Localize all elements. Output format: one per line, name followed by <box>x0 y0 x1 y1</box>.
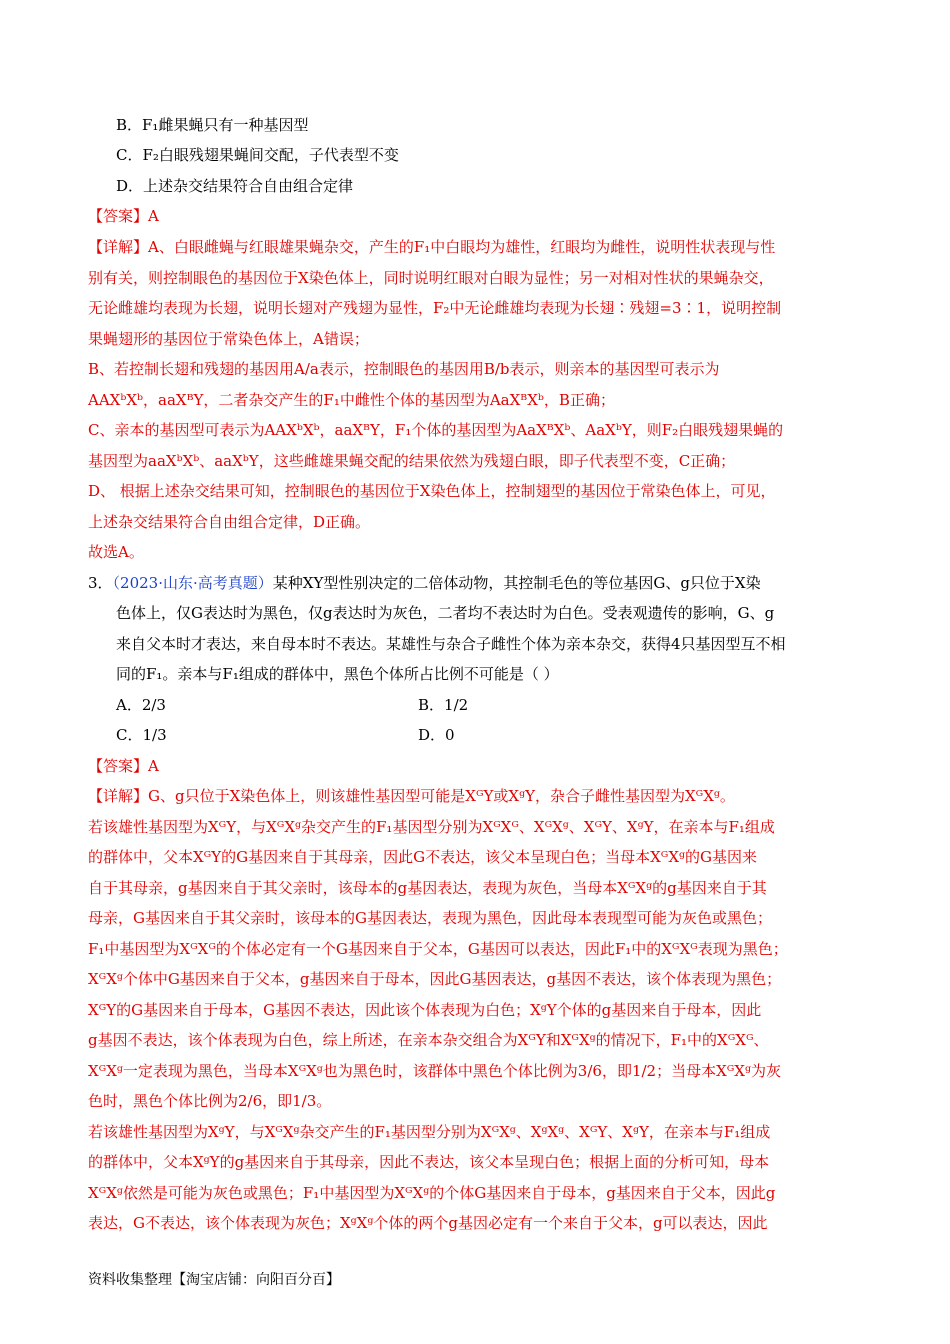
q3-number: 3． <box>88 574 113 592</box>
q3-stem-line: 同的F₁。亲本与F₁组成的群体中，黑色个体所占比例不可能是（ ） <box>116 665 559 683</box>
q2-analysis-line: 无论雌雄均表现为长翅，说明长翅对产残翅为显性，F₂中无论雌雄均表现为长翅∶残翅=3∶1，说明控制 <box>88 299 782 317</box>
q2-option-c[interactable]: C．F₂白眼残翅果蝇间交配，子代表型不变 <box>116 146 399 164</box>
q2-option-b[interactable]: B．F₁雌果蝇只有一种基因型 <box>116 116 309 134</box>
q2-option-d[interactable]: D．上述杂交结果符合自由组合定律 <box>116 177 354 195</box>
q3-analysis-line: 的群体中，父本XᵍY的g基因来自于其母亲，因此不表达，该父本呈现白色；根据上面的分析可知，母本 <box>88 1153 770 1171</box>
q3-stem-first-line <box>88 573 761 593</box>
q2-analysis-line: 【详解】A、白眼雌蝇与红眼雄果蝇杂交，产生的F₁中白眼均为雄性，红眼均为雌性，说明性状表现与性 <box>88 238 776 256</box>
q3-analysis-line: 自于其母亲，g基因来自于其父亲时，该母本的g基因表达，表现为灰色，当母本XᴳXᵍ的g基因来自于其 <box>88 879 767 897</box>
q3-analysis-line: 母亲，G基因来自于其父亲时，该母本的G基因表达，表现为黑色，因此母本表现型可能为灰色或黑色； <box>88 909 772 927</box>
q3-analysis-line: 【详解】G、g只位于X染色体上，则该雄性基因型可能是XᴳY或XᵍY，杂合子雌性基因型为XᴳXᵍ。 <box>88 787 735 805</box>
q3-analysis-line: 的群体中，父本XᴳY的G基因来自于其母亲，因此G不表达，该父本呈现白色；当母本XᴳXᵍ的G基因来 <box>88 848 757 866</box>
q2-analysis-line: 果蝇翅形的基因位于常染色体上，A错误； <box>88 330 369 348</box>
q3-analysis-line: g基因不表达，该个体表现为白色，综上所述，在亲本杂交组合为XᴳY和XᴳXᵍ的情况下，F₁中的XᴳXᴳ、 <box>88 1031 769 1049</box>
q3-answer: 【答案】A <box>88 757 159 775</box>
q3-analysis-line: 若该雄性基因型为XᵍY，与XᴳXᵍ杂交产生的F₁基因型分别为XᴳXᵍ、XᵍXᵍ、XᴳY、XᵍY，在亲本与F₁组成 <box>88 1123 771 1141</box>
q3-option-c[interactable]: C．1/3 <box>116 726 167 744</box>
q3-analysis-line: 色时，黑色个体比例为2/6，即1/3。 <box>88 1092 332 1110</box>
q3-stem-line: 来自父本时才表达，来自母本时不表达。某雄性与杂合子雌性个体为亲本杂交，获得4只基因型互不相 <box>116 635 786 653</box>
q3-option-d[interactable]: D．0 <box>418 726 455 744</box>
q2-analysis-line: 上述杂交结果符合自由组合定律，D正确。 <box>88 513 371 531</box>
q3-stem-text: 某种XY型性别决定的二倍体动物，其控制毛色的等位基因G、g只位于X染 <box>272 574 761 592</box>
q3-source: （2023·山东·高考真题） <box>112 574 273 592</box>
q2-answer: 【答案】A <box>88 207 159 225</box>
q2-analysis-line: 别有关，则控制眼色的基因位于X染色体上，同时说明红眼对白眼为显性；另一对相对性状的果蝇杂交， <box>88 269 774 287</box>
q2-analysis-line: B、若控制长翅和残翅的基因用A/a表示，控制眼色的基因用B/b表示，则亲本的基因型可表示为 <box>88 360 720 378</box>
q3-analysis-line: XᴳXᵍ依然是可能为灰色或黑色；F₁中基因型为XᴳXᵍ的个体G基因来自于母本，g基因来自于父本，因此g <box>88 1184 776 1202</box>
q2-analysis-line: C、亲本的基因型可表示为AAXᵇXᵇ，aaXᴮY，F₁个体的基因型为AaXᴮXᵇ、AaXᵇY，则F₂白眼残翅果蝇的 <box>88 421 784 439</box>
q3-analysis-line: 表达，G不表达，该个体表现为灰色；XᵍXᵍ个体的两个g基因必定有一个来自于父本，g可以表达，因此 <box>88 1214 768 1232</box>
q3-option-a[interactable]: A．2/3 <box>116 696 166 714</box>
q3-options-row-1 <box>116 695 816 715</box>
q3-analysis-line: XᴳY的G基因来自于母本，G基因不表达，因此该个体表现为白色；XᵍY个体的g基因来自于母本，因此 <box>88 1001 762 1019</box>
q2-analysis-line: D、 根据上述杂交结果可知，控制眼色的基因位于X染色体上，控制翅型的基因位于常染色体上，可见， <box>88 482 776 500</box>
q3-analysis-line: F₁中基因型为XᴳXᴳ的个体必定有一个G基因来自于父本，G基因可以表达，因此F₁中的XᴳXᴳ表现为黑色； <box>88 940 788 958</box>
q3-analysis-line: XᴳXᵍ一定表现为黑色，当母本XᴳXᵍ也为黑色时，该群体中黑色个体比例为3/6，即1/2；当母本XᴳXᵍ为灰 <box>88 1062 781 1080</box>
q2-analysis-line: 基因型为aaXᵇXᵇ、aaXᵇY，这些雌雄果蝇交配的结果依然为残翅白眼，即子代表型不变，C正确； <box>88 452 736 470</box>
q3-option-b[interactable]: B．1/2 <box>418 696 469 714</box>
q2-conclusion: 故选A。 <box>88 543 144 561</box>
q3-analysis-line: 若该雄性基因型为XᴳY，与XᴳXᵍ杂交产生的F₁基因型分别为XᴳXᴳ、XᴳXᵍ、XᴳY、XᵍY，在亲本与F₁组成 <box>88 818 775 836</box>
q3-options-row-2 <box>116 725 816 745</box>
page-footer: 资料收集整理【淘宝店铺：向阳百分百】 <box>88 1272 340 1288</box>
q2-analysis-line: AAXᵇXᵇ，aaXᴮY，二者杂交产生的F₁中雌性个体的基因型为AaXᴮXᵇ，B正确； <box>88 391 615 409</box>
q3-analysis-line: XᴳXᵍ个体中G基因来自于父本，g基因来自于母本，因此G基因表达，g基因不表达，该个体表现为黑色； <box>88 970 782 988</box>
q3-stem-line: 色体上，仅G表达时为黑色，仅g表达时为灰色，二者均不表达时为白色。受表观遗传的影响，G、g <box>116 604 775 622</box>
